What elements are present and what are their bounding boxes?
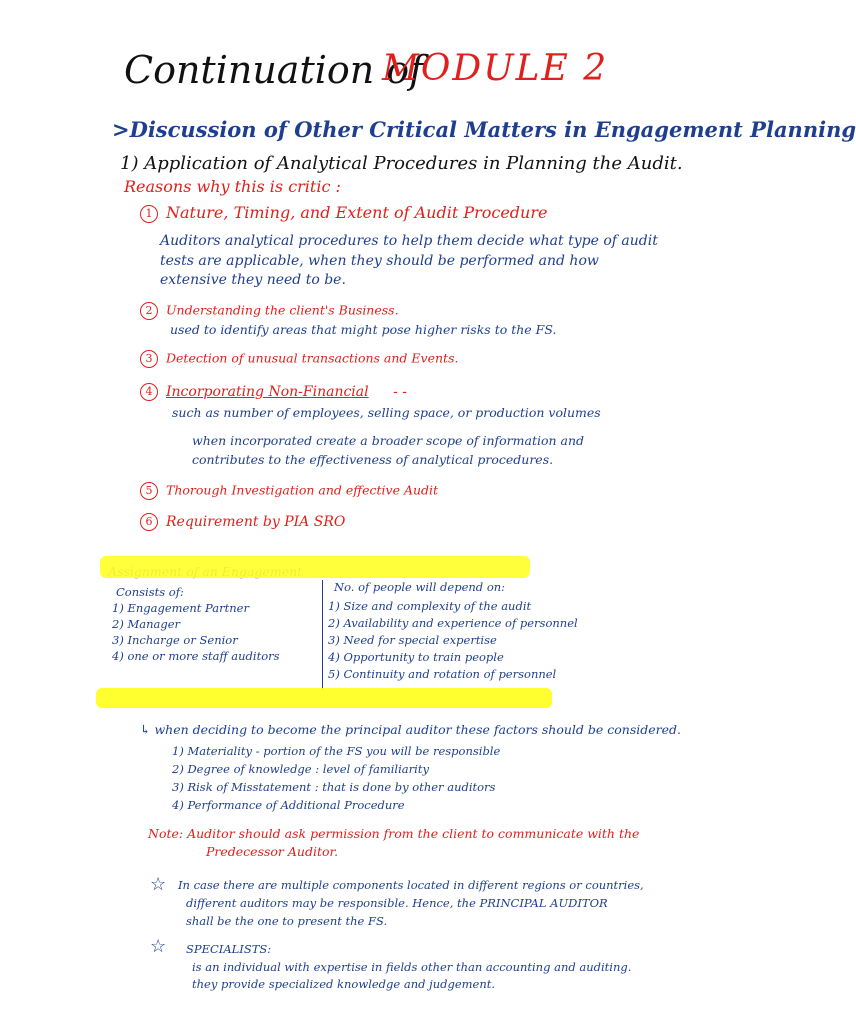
principal-auditor-intro: ↳ when deciding to become the principal auditor these factors should be considered. [140,722,681,737]
star1-line-2: different auditors may be responsible. Hence, the PRINCIPAL AUDITOR [186,896,608,910]
reason-2-title: 2 Understanding the client's Business. [140,302,399,320]
number-circle-icon: 5 [140,482,158,500]
factor-item-3: 3) Risk of Misstatement : that is done by other auditors [172,780,496,794]
right-item-2: 2) Availability and experience of personnel [328,616,578,630]
section1-heading: 1) Application of Analytical Procedures in Planning the Audit. [120,153,683,174]
number-circle-icon: 2 [140,302,158,320]
right-item-3: 3) Need for special expertise [328,633,497,647]
arrow-bent-icon: ↳ [140,722,155,737]
number-circle-icon: 3 [140,350,158,368]
highlighter-mark [96,688,552,708]
star2-line-2: they provide specialized knowledge and judgement. [192,977,496,991]
factor-item-1: 1) Materiality - portion of the FS you will be responsible [172,744,501,758]
star2-line-1: is an individual with expertise in fields other than accounting and auditing. [192,960,632,974]
reason-2-desc-1: used to identify areas that might pose higher risks to the FS. [170,322,557,337]
note-line-1: Note: Auditor should ask permission from the client to communicate with the [148,826,640,841]
arrow-right-icon: > [112,117,130,142]
number-circle-icon: 6 [140,513,158,531]
factor-item-4: 4) Performance of Additional Procedure [172,798,405,812]
right-item-1: 1) Size and complexity of the audit [328,599,532,613]
factor-item-2: 2) Degree of knowledge : level of familiarity [172,762,429,776]
highlighter-mark [100,556,530,578]
column-divider [322,580,323,690]
right-item-5: 5) Continuity and rotation of personnel [328,667,557,681]
note-line-2: Predecessor Auditor. [206,844,339,859]
discussion-heading: >Discussion of Other Critical Matters in Engagement Planning [112,117,856,142]
left-item-3: 3) Incharge or Senior [112,633,238,647]
star-icon: ☆ [150,874,167,895]
reason-3-title: 3 Detection of unusual transactions and Events. [140,350,458,368]
star-icon: ☆ [150,936,167,957]
reasons-label: Reasons why this is critic : [124,177,341,196]
star1-line-1: In case there are multiple components located in different regions or countries, [178,878,644,892]
reason-4-desc-2: when incorporated create a broader scope of information and [192,433,585,448]
reason-4-title: 4 Incorporating Non-Financial - - [140,383,407,401]
page-title-prefix: Continuation of [124,48,424,92]
left-item-4: 4) one or more staff auditors [112,649,280,663]
reason-4-desc-1: such as number of employees, selling space, or production volumes [172,405,601,420]
left-item-1: 1) Engagement Partner [112,601,249,615]
reason-1-desc-3: extensive they need to be. [160,272,346,288]
number-circle-icon: 1 [140,205,158,223]
reason-1-title: 1 Nature, Timing, and Extent of Audit Procedure [140,203,547,223]
reason-5-title: 5 Thorough Investigation and effective Audit [140,482,438,500]
reason-1-desc-1: Auditors analytical procedures to help them decide what type of audit [160,233,658,249]
specialists-label: SPECIALISTS: [186,942,272,956]
reason-1-desc-2: tests are applicable, when they should be performed and how [160,253,599,269]
reason-4-desc-3: contributes to the effectiveness of analytical procedures. [192,452,554,467]
reason-6-title: 6 Requirement by PIA SRO [140,513,345,531]
left-item-2: 2) Manager [112,617,181,631]
star1-line-3: shall be the one to present the FS. [186,914,388,928]
people-depend-label: No. of people will depend on: [334,580,506,594]
number-circle-icon: 4 [140,383,158,401]
page-title-module: MODULE 2 [382,48,609,89]
consists-of-label: Consists of: [116,585,184,599]
right-item-4: 4) Opportunity to train people [328,650,504,664]
